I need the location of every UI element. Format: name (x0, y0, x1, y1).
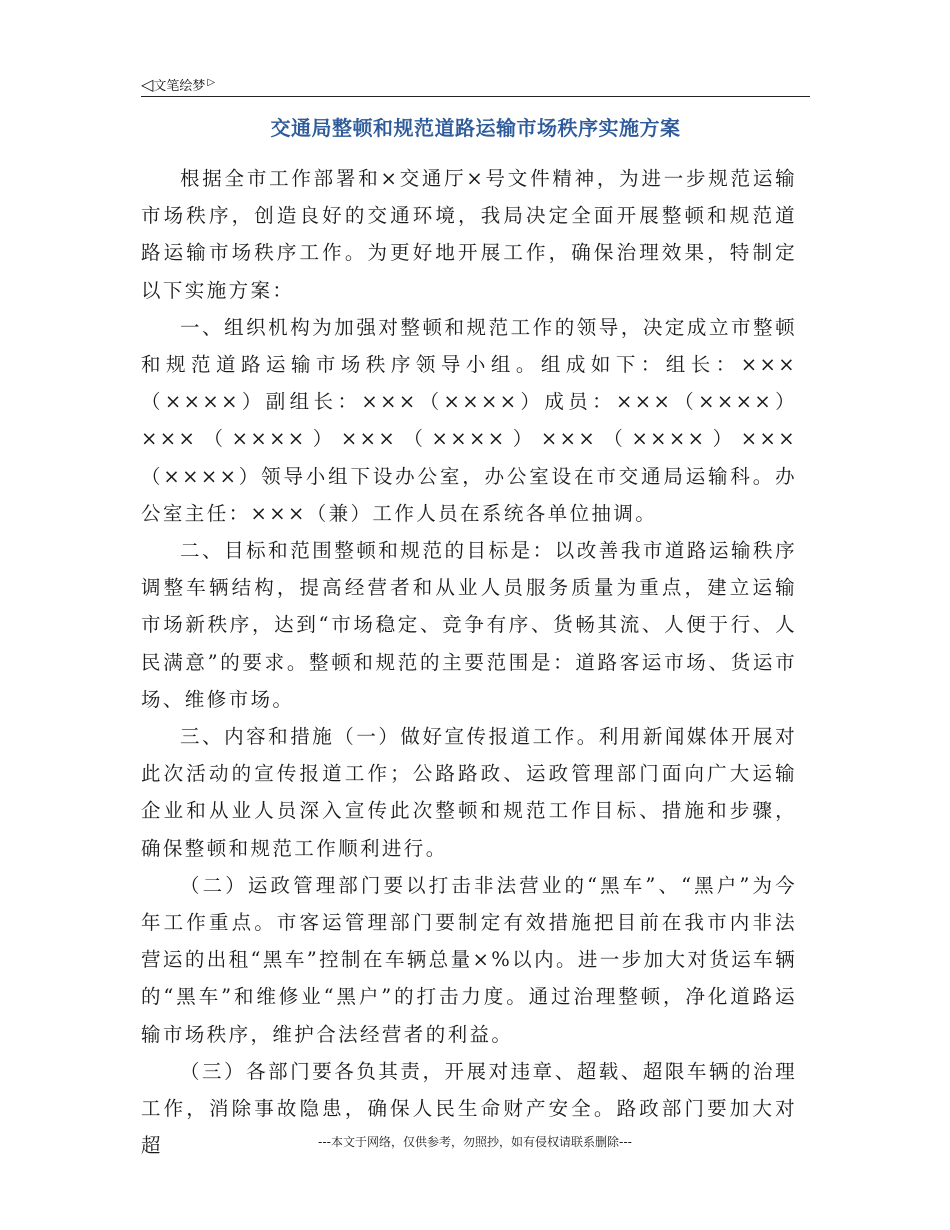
page-header (141, 72, 810, 97)
triangle-right-icon: ▷ (207, 77, 216, 88)
paragraph-intro: 根据全市工作部署和×交通厅×号文件精神，为进一步规范运输市场秩序，创造良好的交通环境，我局决定全面开展整顿和规范道路运输市场秩序工作。为更好地开展工作，确保治理效果，特制定以下实施方案： (141, 167, 797, 302)
footer-disclaimer: ---本文于网络，仅供参考，勿照抄，如有侵权请联系删除--- (318, 1135, 632, 1149)
paragraph-measures-1: 三、内容和措施（一）做好宣传报道工作。利用新闻媒体开展对此次活动的宣传报道工作；公路路政、运政管理部门面向广大运输企业和从业人员深入宣传此次整顿和规范工作目标、措施和步骤，确保整顿和规范工作顺利进行。 (141, 725, 797, 860)
document-title: 交通局整顿和规范道路运输市场秩序实施方案 (270, 116, 681, 140)
header-brand: 文笔绘梦 (153, 79, 206, 94)
document-body (141, 160, 797, 1164)
triangle-left-icon: ◁ (141, 75, 154, 94)
paragraph-measures-2: （二）运政管理部门要以打击非法营业的“黑车”、“黑户”为今年工作重点。市客运管理部门要制定有效措施把目前在我市内非法营运的出租“黑车”控制在车辆总量×%以内。进一步加大对货运车辆的“黑车”和维修业“黑户”的打击力度。通过治理整顿，净化道路运输市场秩序，维护合法经营者的利益。 (141, 873, 797, 1046)
paragraph-measures-3: （三）各部门要各负其责，开展对违章、超载、超限车辆的治理工作，消除事故隐患，确保人民生命财产安全。路政部门要加大对超 (141, 1059, 797, 1158)
paragraph-organization: 一、组织机构为加强对整顿和规范工作的领导，决定成立市整顿和规范道路运输市场秩序领导小组。组成如下：组长：×××（××××）副组长：×××（××××）成员：×××（××××）×××（××××）×××（××××）×××（××××）×××（××××）领导小组下设办公室，办公室设在市交通局运输科。办公室主任：×××（兼）工作人员在系统各单位抽调。 (141, 315, 797, 525)
paragraph-goals: 二、目标和范围整顿和规范的目标是：以改善我市道路运输秩序调整车辆结构，提高经营者和从业人员服务质量为重点，建立运输市场新秩序，达到“市场稳定、竞争有序、货畅其流、人便于行、人民满意”的要求。整顿和规范的主要范围是：道路客运市场、货运市场、维修市场。 (141, 539, 797, 711)
